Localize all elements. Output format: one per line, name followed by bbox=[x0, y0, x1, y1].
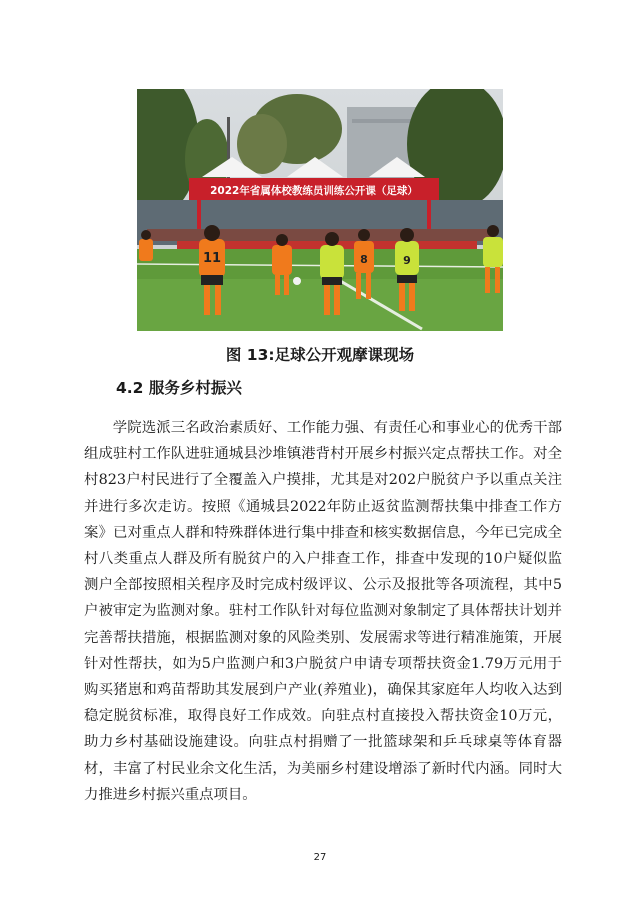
jersey-number: 9 bbox=[403, 254, 411, 267]
section-heading: 4.2 服务乡村振兴 bbox=[116, 379, 242, 397]
banner-text: 2022年省属体校教练员训练公开课（足球） bbox=[210, 185, 418, 197]
figure-photo bbox=[137, 89, 503, 331]
football bbox=[293, 277, 301, 285]
player bbox=[139, 230, 153, 261]
figure-caption: 图 13:足球公开观摩课现场 bbox=[225, 346, 415, 364]
jersey-number: 11 bbox=[202, 251, 222, 266]
jersey-number: 8 bbox=[360, 253, 368, 266]
page-number: 27 bbox=[313, 852, 327, 863]
section-paragraph: 学院选派三名政治素质好、工作能力强、有责任心和事业心的优秀干部组成驻村工作队进驻通城县沙堆镇港背村开展乡村振兴定点帮扶工作。对全村823户村民进行了全覆盖入户摸排，尤其是对202户脱贫户予以重点关注并进行多次走访。按照《通城县2022年防止返贫监测帮扶集中排查工作方案》已对重点人群和特殊群体进行集中排查和核实数据信息，今年已完成全村八类重点人群及所有脱贫户的入户排查工作，排查中发现的10户疑似监测户全部按照相关程序及时完成村级评议、公示及报批等各项流程，其中5户被审定为监测对象。驻村工作队针对每位监测对象制定了具体帮扶计划并完善帮扶措施，根据监测对象的风险类别、发展需求等进行精准施策，开展针对性帮扶，如为5户监测户和3户脱贫户申请专项帮扶资金1.79万元用于购买猪崽和鸡苗帮助其发展到户产业(养殖业)，确保其家庭年人均收入达到稳定脱贫标准，取得良好工作成效。向驻点村直接投入帮扶资金10万元，助力乡村基础设施建设。向驻点村捐赠了一批篮球架和乒乓球桌等体育器材，丰富了村民业余文化生活，为美丽乡村建设增添了新时代内涵。同时大力推进乡村振兴重点项目。 bbox=[84, 420, 562, 803]
soccer-training-photo bbox=[137, 89, 503, 331]
